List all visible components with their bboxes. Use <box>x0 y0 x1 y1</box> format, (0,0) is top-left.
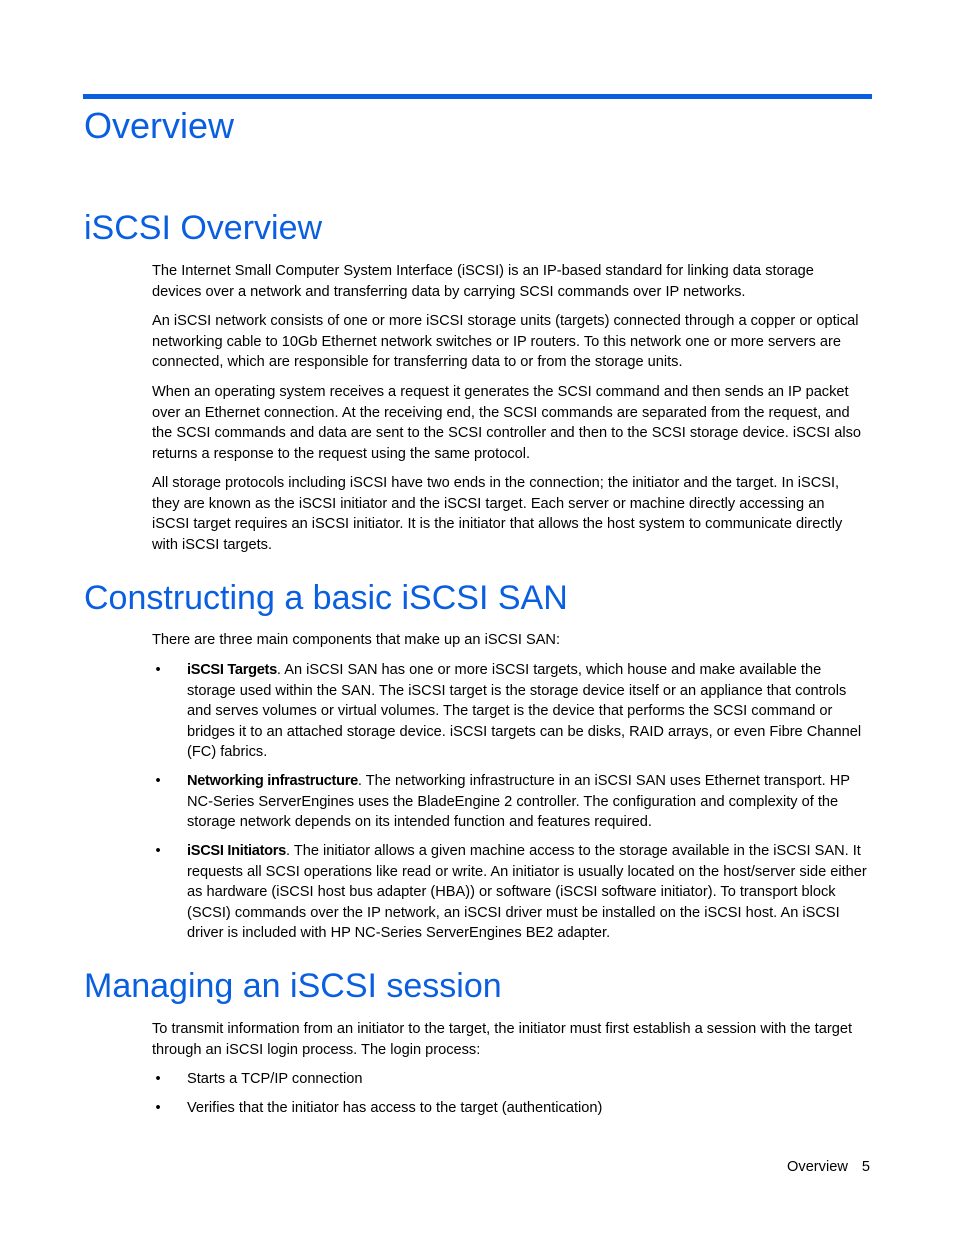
bullet-dot-icon: • <box>155 1100 161 1116</box>
list-item <box>152 771 872 833</box>
footer-section-label: Overview <box>787 1159 848 1175</box>
chapter-title: Overview <box>84 105 235 146</box>
section-intro: To transmit information from an initiator to the target, the initiator must first establish a session with the target through an iSCSI login process. The login process: <box>152 1021 853 1058</box>
section-heading-managing-session: Managing an iSCSI session <box>84 967 502 1005</box>
section-heading-constructing-san: Constructing a basic iSCSI SAN <box>84 579 568 617</box>
bullet-term: iSCSI Targets <box>187 662 277 678</box>
bullet-term: Networking infrastructure <box>187 773 358 789</box>
bullet-text: Verifies that the initiator has access to the target (authentication) <box>187 1100 603 1116</box>
section-intro: There are three main components that make up an iSCSI SAN: <box>152 632 561 648</box>
list-item <box>152 1098 872 1119</box>
bullet-text: . The networking infrastructure in an iSCSI SAN uses Ethernet transport. HP NC-Series ServerEngines uses the BladeEngine 2 controller. The configuration and complexity of the storage network depends on its intended function and features required. <box>187 773 850 831</box>
bullet-dot-icon: • <box>155 773 161 789</box>
bullet-term: iSCSI Initiators <box>187 843 286 859</box>
bullet-text: . The initiator allows a given machine access to the storage available in the iSCSI SAN. It requests all SCSI operations like read or write. An initiator is usually located on the host/server side either as hardware (iSCSI host bus adapter (HBA)) or software (iSCSI software initiator). To transport block (SCSI) commands over the IP network, an iSCSI driver must be installed on the iSCSI host. An iSCSI driver is included with HP NC-Series ServerEngines BE2 adapter. <box>187 843 867 942</box>
paragraph: All storage protocols including iSCSI have two ends in the connection; the initiator and the target. In iSCSI, they are known as the iSCSI initiator and the iSCSI target. Each server or machine directly accessing an iSCSI target requires an iSCSI initiator. It is the initiator that allows the host system to communicate directly with iSCSI targets. <box>152 475 843 553</box>
list-item <box>152 841 872 944</box>
paragraph: When an operating system receives a request it generates the SCSI command and then sends an IP packet over an Ethernet connection. At the receiving end, the SCSI commands are separated from the request, and the SCSI commands and data are sent to the SCSI controller and then to the SCSI storage device. iSCSI also returns a response to the request using the same protocol. <box>152 384 861 462</box>
list-item <box>152 1069 872 1090</box>
bullet-text: . An iSCSI SAN has one or more iSCSI targets, which house and make available the storage used within the SAN. The iSCSI target is the storage device itself or an appliance that controls and serves volumes or virtual volumes. The target is the device that performs the SCSI command or bridges it to an attached storage device. iSCSI targets can be disks, RAID arrays, or even Fibre Channel (FC) fabrics. <box>187 662 862 761</box>
bullet-dot-icon: • <box>155 1071 161 1087</box>
paragraph: An iSCSI network consists of one or more iSCSI storage units (targets) connected through a copper or optical networking cable to 10Gb Ethernet network switches or IP routers. To this network one or more servers are connected, which are responsible for transferring data to or from the storage units. <box>152 313 859 371</box>
page-number: 5 <box>861 1159 870 1175</box>
bullet-dot-icon: • <box>155 843 161 859</box>
paragraph: The Internet Small Computer System Interface (iSCSI) is an IP-based standard for linking data storage devices over a network and transferring data by carrying SCSI commands over IP networks. <box>152 263 814 300</box>
bullet-text: Starts a TCP/IP connection <box>187 1071 363 1087</box>
bullet-dot-icon: • <box>155 662 161 678</box>
page-footer <box>787 1157 870 1177</box>
chapter-top-rule <box>83 94 872 99</box>
section-heading-iscsi-overview: iSCSI Overview <box>84 209 323 247</box>
list-item <box>152 660 872 763</box>
